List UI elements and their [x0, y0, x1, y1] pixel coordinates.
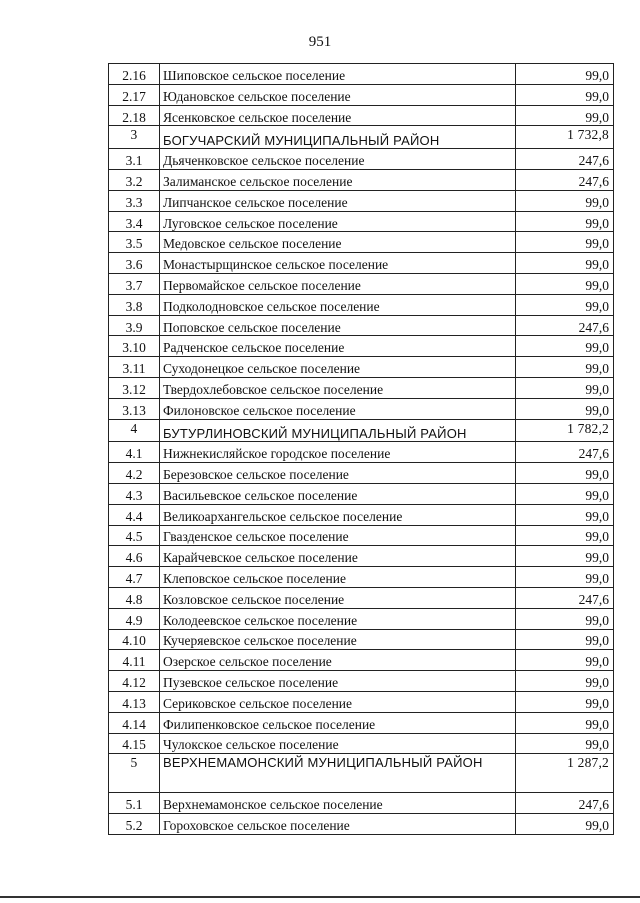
- district-row: [109, 754, 614, 793]
- row-amount-cell: 1 287,2: [516, 754, 614, 793]
- row-name-cell: Гвазденское сельское поселение: [160, 525, 516, 546]
- row-number-cell: 4.9: [109, 608, 160, 629]
- row-name-cell: Озерское сельское поселение: [160, 650, 516, 671]
- row-amount-cell: 99,0: [516, 483, 614, 504]
- row-amount-cell: 99,0: [516, 525, 614, 546]
- district-row: [109, 419, 614, 442]
- row-number-cell: 3.1: [109, 149, 160, 170]
- row-name-cell: Карайчевское сельское поселение: [160, 546, 516, 567]
- row-amount-cell: 99,0: [516, 232, 614, 253]
- settlement-row: [109, 315, 614, 336]
- row-amount-cell: 99,0: [516, 190, 614, 211]
- row-amount-cell: 99,0: [516, 84, 614, 105]
- row-amount-cell: 99,0: [516, 691, 614, 712]
- row-name-cell: Подколодновское сельское поселение: [160, 294, 516, 315]
- row-name-cell: Кучеряевское сельское поселение: [160, 629, 516, 650]
- settlement-row: [109, 814, 614, 835]
- row-number-cell: 5.2: [109, 814, 160, 835]
- row-amount-cell: 1 732,8: [516, 126, 614, 149]
- row-number-cell: 3.12: [109, 377, 160, 398]
- row-name-cell: Юдановское сельское поселение: [160, 84, 516, 105]
- settlement-row: [109, 608, 614, 629]
- row-amount-cell: 247,6: [516, 587, 614, 608]
- row-amount-cell: 99,0: [516, 398, 614, 419]
- row-amount-cell: 99,0: [516, 733, 614, 754]
- row-name-cell: БУТУРЛИНОВСКИЙ МУНИЦИПАЛЬНЫЙ РАЙОН: [160, 419, 516, 442]
- settlement-row: [109, 232, 614, 253]
- row-number-cell: 3.6: [109, 253, 160, 274]
- row-number-cell: 4.4: [109, 504, 160, 525]
- row-name-cell: Верхнемамонское сельское поселение: [160, 793, 516, 814]
- row-number-cell: 3.7: [109, 273, 160, 294]
- row-amount-cell: 99,0: [516, 671, 614, 692]
- row-number-cell: 4.6: [109, 546, 160, 567]
- row-name-cell: Суходонецкое сельское поселение: [160, 357, 516, 378]
- row-number-cell: 5: [109, 754, 160, 793]
- page-bottom-edge: [0, 896, 640, 898]
- row-amount-cell: 99,0: [516, 105, 614, 126]
- allocation-table: [108, 63, 614, 835]
- row-number-cell: 3.13: [109, 398, 160, 419]
- row-number-cell: 3.9: [109, 315, 160, 336]
- row-number-cell: 2.17: [109, 84, 160, 105]
- row-amount-cell: 99,0: [516, 64, 614, 85]
- row-amount-cell: 99,0: [516, 294, 614, 315]
- settlement-row: [109, 546, 614, 567]
- row-number-cell: 2.18: [109, 105, 160, 126]
- row-number-cell: 3: [109, 126, 160, 149]
- settlement-row: [109, 483, 614, 504]
- row-number-cell: 3.11: [109, 357, 160, 378]
- settlement-row: [109, 504, 614, 525]
- settlement-row: [109, 567, 614, 588]
- settlement-row: [109, 105, 614, 126]
- row-name-cell: Великоархангельское сельское поселение: [160, 504, 516, 525]
- row-number-cell: 4.10: [109, 629, 160, 650]
- row-amount-cell: 99,0: [516, 463, 614, 484]
- row-name-cell: ВЕРХНЕМАМОНСКИЙ МУНИЦИПАЛЬНЫЙ РАЙОН: [160, 754, 516, 793]
- row-name-cell: Шиповское сельское поселение: [160, 64, 516, 85]
- row-amount-cell: 247,6: [516, 149, 614, 170]
- row-amount-cell: 99,0: [516, 650, 614, 671]
- row-name-cell: Филипенковское сельское поселение: [160, 712, 516, 733]
- row-number-cell: 3.2: [109, 169, 160, 190]
- row-number-cell: 2.16: [109, 64, 160, 85]
- settlement-row: [109, 650, 614, 671]
- row-name-cell: БОГУЧАРСКИЙ МУНИЦИПАЛЬНЫЙ РАЙОН: [160, 126, 516, 149]
- row-name-cell: Нижнекисляйское городское поселение: [160, 442, 516, 463]
- row-amount-cell: 99,0: [516, 253, 614, 274]
- row-number-cell: 5.1: [109, 793, 160, 814]
- row-number-cell: 4.12: [109, 671, 160, 692]
- settlement-row: [109, 253, 614, 274]
- settlement-row: [109, 712, 614, 733]
- table-body: [109, 64, 614, 835]
- row-amount-cell: 99,0: [516, 814, 614, 835]
- row-amount-cell: 247,6: [516, 442, 614, 463]
- settlement-row: [109, 377, 614, 398]
- row-number-cell: 3.4: [109, 211, 160, 232]
- row-name-cell: Колодеевское сельское поселение: [160, 608, 516, 629]
- row-name-cell: Твердохлебовское сельское поселение: [160, 377, 516, 398]
- row-number-cell: 4.5: [109, 525, 160, 546]
- settlement-row: [109, 733, 614, 754]
- settlement-row: [109, 587, 614, 608]
- row-amount-cell: 99,0: [516, 567, 614, 588]
- row-name-cell: Чулокское сельское поселение: [160, 733, 516, 754]
- row-name-cell: Первомайское сельское поселение: [160, 273, 516, 294]
- row-name-cell: Залиманское сельское поселение: [160, 169, 516, 190]
- row-amount-cell: 99,0: [516, 629, 614, 650]
- row-amount-cell: 247,6: [516, 793, 614, 814]
- row-name-cell: Сериковское сельское поселение: [160, 691, 516, 712]
- settlement-row: [109, 273, 614, 294]
- row-amount-cell: 99,0: [516, 211, 614, 232]
- row-name-cell: Козловское сельское поселение: [160, 587, 516, 608]
- settlement-row: [109, 357, 614, 378]
- settlement-row: [109, 671, 614, 692]
- row-name-cell: Пузевское сельское поселение: [160, 671, 516, 692]
- settlement-row: [109, 149, 614, 170]
- settlement-row: [109, 463, 614, 484]
- settlement-row: [109, 398, 614, 419]
- row-number-cell: 4: [109, 419, 160, 442]
- settlement-row: [109, 793, 614, 814]
- row-name-cell: Медовское сельское поселение: [160, 232, 516, 253]
- row-amount-cell: 247,6: [516, 169, 614, 190]
- row-amount-cell: 247,6: [516, 315, 614, 336]
- row-name-cell: Луговское сельское поселение: [160, 211, 516, 232]
- row-number-cell: 4.1: [109, 442, 160, 463]
- settlement-row: [109, 294, 614, 315]
- settlement-row: [109, 525, 614, 546]
- row-amount-cell: 99,0: [516, 357, 614, 378]
- settlement-row: [109, 190, 614, 211]
- row-amount-cell: 99,0: [516, 608, 614, 629]
- row-amount-cell: 99,0: [516, 377, 614, 398]
- row-name-cell: Радченское сельское поселение: [160, 336, 516, 357]
- settlement-row: [109, 442, 614, 463]
- row-name-cell: Клеповское сельское поселение: [160, 567, 516, 588]
- row-name-cell: Дьяченковское сельское поселение: [160, 149, 516, 170]
- row-amount-cell: 99,0: [516, 504, 614, 525]
- row-amount-cell: 99,0: [516, 546, 614, 567]
- settlement-row: [109, 84, 614, 105]
- row-amount-cell: 99,0: [516, 336, 614, 357]
- row-number-cell: 4.7: [109, 567, 160, 588]
- settlement-row: [109, 169, 614, 190]
- row-number-cell: 4.13: [109, 691, 160, 712]
- row-number-cell: 3.8: [109, 294, 160, 315]
- row-number-cell: 4.3: [109, 483, 160, 504]
- settlement-row: [109, 64, 614, 85]
- settlement-row: [109, 211, 614, 232]
- row-number-cell: 4.14: [109, 712, 160, 733]
- row-number-cell: 3.3: [109, 190, 160, 211]
- row-number-cell: 4.15: [109, 733, 160, 754]
- row-amount-cell: 99,0: [516, 712, 614, 733]
- row-number-cell: 4.2: [109, 463, 160, 484]
- settlement-row: [109, 336, 614, 357]
- row-name-cell: Гороховское сельское поселение: [160, 814, 516, 835]
- row-number-cell: 3.5: [109, 232, 160, 253]
- row-name-cell: Березовское сельское поселение: [160, 463, 516, 484]
- row-number-cell: 4.8: [109, 587, 160, 608]
- settlement-row: [109, 691, 614, 712]
- row-name-cell: Монастырщинское сельское поселение: [160, 253, 516, 274]
- row-number-cell: 3.10: [109, 336, 160, 357]
- settlement-row: [109, 629, 614, 650]
- row-amount-cell: 99,0: [516, 273, 614, 294]
- row-name-cell: Филоновское сельское поселение: [160, 398, 516, 419]
- district-row: [109, 126, 614, 149]
- row-amount-cell: 1 782,2: [516, 419, 614, 442]
- page-number: 951: [308, 34, 332, 50]
- row-name-cell: Липчанское сельское поселение: [160, 190, 516, 211]
- row-name-cell: Васильевское сельское поселение: [160, 483, 516, 504]
- row-name-cell: Поповское сельское поселение: [160, 315, 516, 336]
- row-number-cell: 4.11: [109, 650, 160, 671]
- row-name-cell: Ясенковское сельское поселение: [160, 105, 516, 126]
